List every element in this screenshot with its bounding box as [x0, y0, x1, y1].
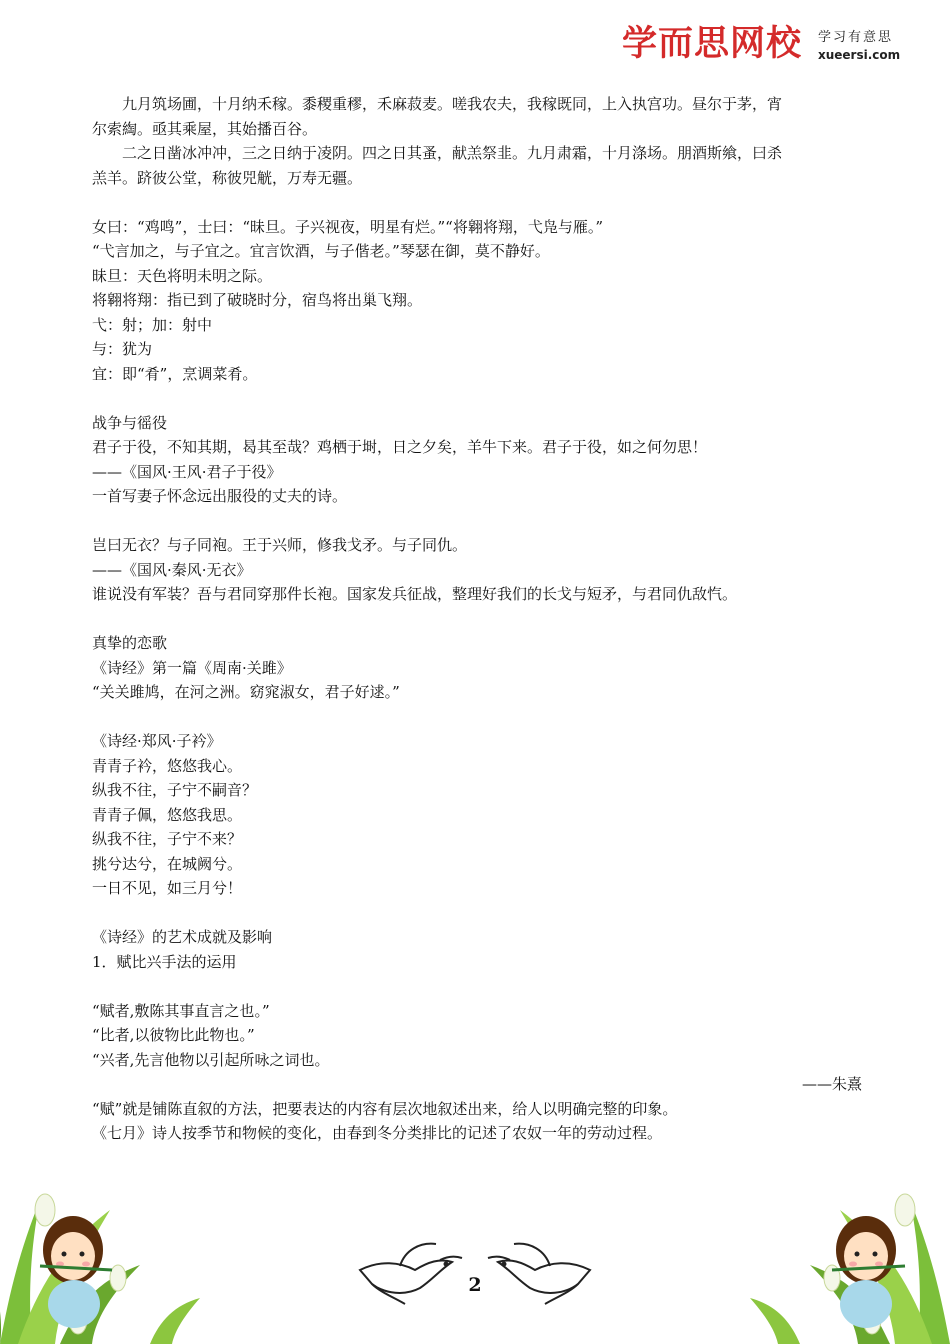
right-dove-icon	[488, 1244, 590, 1304]
paragraph-line: 谁说没有军装？吾与君同穿那件长袍。国家发兵征战，整理好我们的长戈与短矛，与君同仇敌忾。	[92, 585, 738, 603]
xueersi-logo	[622, 22, 922, 72]
annotation-line: 宜：即“肴”，烹调菜肴。	[92, 364, 258, 383]
poem-title: 《诗经·郑风·子衿》	[92, 732, 222, 750]
poem-line: 岂曰无衣？与子同袍。王于兴师，修我戈矛。与子同仇。	[92, 536, 468, 554]
poem-line: 纵我不往，子宁不嗣音？	[92, 781, 258, 799]
annotation-line: 弋：射；加：射中	[92, 315, 213, 334]
poem-line: 君子于役，不知其期，曷其至哉？鸡栖于埘，日之夕矣，羊牛下来。君子于役，如之何勿思！	[92, 438, 708, 456]
poem-line: 青青子佩，悠悠我思。	[92, 805, 243, 824]
poem-line: 纵我不往，子宁不来？	[92, 830, 243, 848]
poem-line: 一日不见，如三月兮！	[92, 879, 243, 897]
paragraph-line: 尔索綯。亟其乘屋，其始播百谷。	[92, 119, 318, 138]
annotation-line: 与：犹为	[92, 340, 153, 358]
quote-line: “比者,以彼物比此物也。”	[92, 1026, 255, 1044]
section-heading: 战争与徭役	[92, 413, 168, 432]
document-body	[92, 92, 862, 1146]
logo-slogan: 学习有意思	[818, 30, 894, 45]
section-heading: 《诗经》的艺术成就及影响	[92, 928, 273, 946]
quote-line: “赋者,敷陈其事直言之也。”	[92, 1001, 270, 1020]
source-citation: ——《国风·王风·君子于役》	[92, 462, 282, 481]
paragraph-line: 羔羊。跻彼公堂，称彼兕觥，万寿无疆。	[92, 168, 363, 187]
source-citation: ——《国风·秦风·无衣》	[92, 560, 252, 579]
poem-line: “关关雎鸠，在河之洲。窈窕淑女，君子好逑。”	[92, 683, 400, 701]
annotation-line: 将翱将翔：指已到了破晓时分，宿鸟将出巢飞翔。	[92, 291, 423, 309]
poem-line: 女曰：“鸡鸣”，士曰：“昧旦。子兴视夜，明星有烂。”“将翱将翔，弋凫与雁。”	[92, 217, 604, 236]
quote-author: ——朱熹	[801, 1075, 862, 1093]
poem-line: 青青子衿，悠悠我心。	[92, 756, 243, 775]
paragraph-line: 《七月》诗人按季节和物候的变化，由春到冬分类排比的记述了农奴一年的劳动过程。	[92, 1124, 663, 1142]
logo-main-text: 学而思网校	[622, 24, 803, 64]
section-heading: 真挚的恋歌	[92, 634, 168, 652]
logo-domain: xueersi.com	[818, 48, 901, 62]
quote-line: “兴者,先言他物以引起所咏之词也。	[92, 1050, 330, 1069]
left-dove-icon	[360, 1244, 462, 1304]
subsection-heading: 1．赋比兴手法的运用	[92, 952, 237, 971]
paragraph-line: 一首写妻子怀念远出服役的丈夫的诗。	[92, 487, 348, 505]
paragraph-line: 二之日凿冰冲冲，三之日纳于凌阴。四之日其蚤，献羔祭韭。九月肃霜，十月涤场。朋酒斯飨，曰杀	[122, 144, 783, 162]
footer-decoration	[0, 1170, 950, 1344]
paragraph-line: 九月筑场圃，十月纳禾稼。黍稷重穋，禾麻菽麦。嗟我农夫，我稼既同，上入执宫功。昼尔于茅，宵	[122, 95, 783, 113]
poem-line: 挑兮达兮，在城阙兮。	[92, 854, 243, 873]
page-number: 2	[468, 1274, 482, 1296]
paragraph-line: “赋”就是铺陈直叙的方法，把要表达的内容有层次地叙述出来，给人以明确完整的印象。	[92, 1099, 678, 1118]
annotation-line: 昧旦：天色将明未明之际。	[92, 266, 273, 285]
paragraph-line: 《诗经》第一篇《周南·关雎》	[92, 658, 292, 677]
poem-line: “弋言加之，与子宜之。宜言饮酒，与子偕老。”琴瑟在御，莫不静好。	[92, 242, 550, 260]
